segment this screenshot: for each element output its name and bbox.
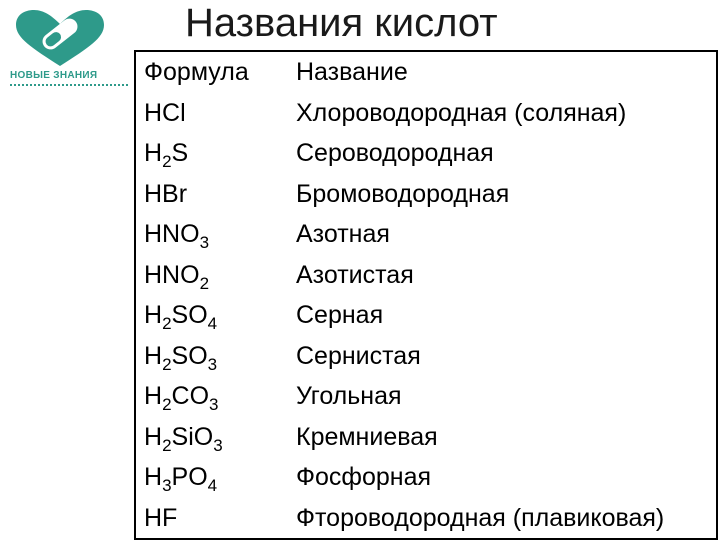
table-row (135, 133, 717, 173)
table-row (135, 93, 717, 133)
formula-part: HNO (144, 220, 200, 249)
formula-part: Si (171, 422, 194, 451)
formula-subscript: 3 (207, 354, 218, 374)
formula-part: H (144, 139, 163, 168)
table-row (135, 376, 717, 416)
formula-cell (135, 173, 288, 213)
formula-subscript: 2 (162, 354, 172, 374)
table-row (135, 254, 717, 294)
formula-subscript: 2 (162, 152, 172, 172)
acid-name-cell: Азотистая (296, 260, 414, 289)
page-title: Названия кислот (185, 1, 498, 45)
acid-name-cell: Фосфорная (296, 463, 432, 492)
formula-subscript: 2 (162, 314, 172, 334)
logo-tagline (10, 84, 128, 90)
acid-name-cell: Фтороводородная (плавиковая) (296, 503, 665, 532)
acid-name-cell: Угольная (296, 382, 402, 411)
formula-part: SO (171, 301, 208, 330)
table-row (135, 214, 717, 254)
formula-part: O (193, 422, 214, 451)
formula-subscript: 2 (162, 395, 172, 415)
formula-part: H (144, 422, 163, 451)
formula-cell (135, 93, 288, 133)
formula-part: HNO (144, 260, 200, 289)
formula-part: HCl (144, 98, 186, 127)
formula-part: H (144, 341, 163, 370)
formula-cell (135, 214, 288, 254)
formula-cell (135, 416, 288, 456)
formula-cell (135, 457, 288, 497)
acid-name-cell: Бромоводородная (296, 179, 510, 208)
acid-name-cell: Кремниевая (296, 422, 438, 451)
formula-part: SO (171, 341, 208, 370)
logo-name: НОВЫЕ ЗНАНИЯ (10, 70, 98, 81)
formula-subscript: 4 (207, 476, 218, 496)
formula-part: CO (171, 382, 210, 411)
formula-part: H (144, 463, 163, 492)
formula-part: S (171, 139, 189, 168)
formula-subscript: 3 (213, 435, 223, 455)
acid-name-cell: Хлороводородная (соляная) (296, 98, 627, 127)
header-formula: Формула (144, 58, 249, 87)
table-row (135, 173, 717, 213)
formula-subscript: 3 (162, 476, 172, 496)
table-row (135, 335, 717, 375)
formula-subscript: 2 (162, 435, 172, 455)
acid-name-cell: Азотная (296, 220, 390, 249)
formula-part: HF (144, 503, 178, 532)
table-header-row (135, 51, 717, 93)
acid-name-cell: Серная (296, 301, 384, 330)
table-row (135, 457, 717, 497)
acid-table (134, 50, 718, 540)
table-row (135, 295, 717, 335)
formula-cell (135, 376, 288, 416)
table-row (135, 416, 717, 456)
logo (0, 0, 130, 120)
formula-cell (135, 497, 288, 539)
table-row (135, 497, 717, 539)
formula-part: H (144, 382, 163, 411)
formula-part: PO (171, 463, 208, 492)
formula-subscript: 4 (207, 314, 218, 334)
formula-subscript: 3 (199, 233, 210, 253)
acid-name-cell: Сернистая (296, 341, 421, 370)
heart-pill-icon (12, 8, 108, 70)
formula-cell (135, 133, 288, 173)
formula-cell (135, 295, 288, 335)
formula-part: HBr (144, 179, 188, 208)
formula-subscript: 2 (199, 273, 210, 293)
formula-cell (135, 335, 288, 375)
formula-part: H (144, 301, 163, 330)
header-name: Название (296, 58, 408, 87)
formula-subscript: 3 (209, 395, 219, 415)
acid-name-cell: Сероводородная (296, 139, 494, 168)
formula-cell (135, 254, 288, 294)
